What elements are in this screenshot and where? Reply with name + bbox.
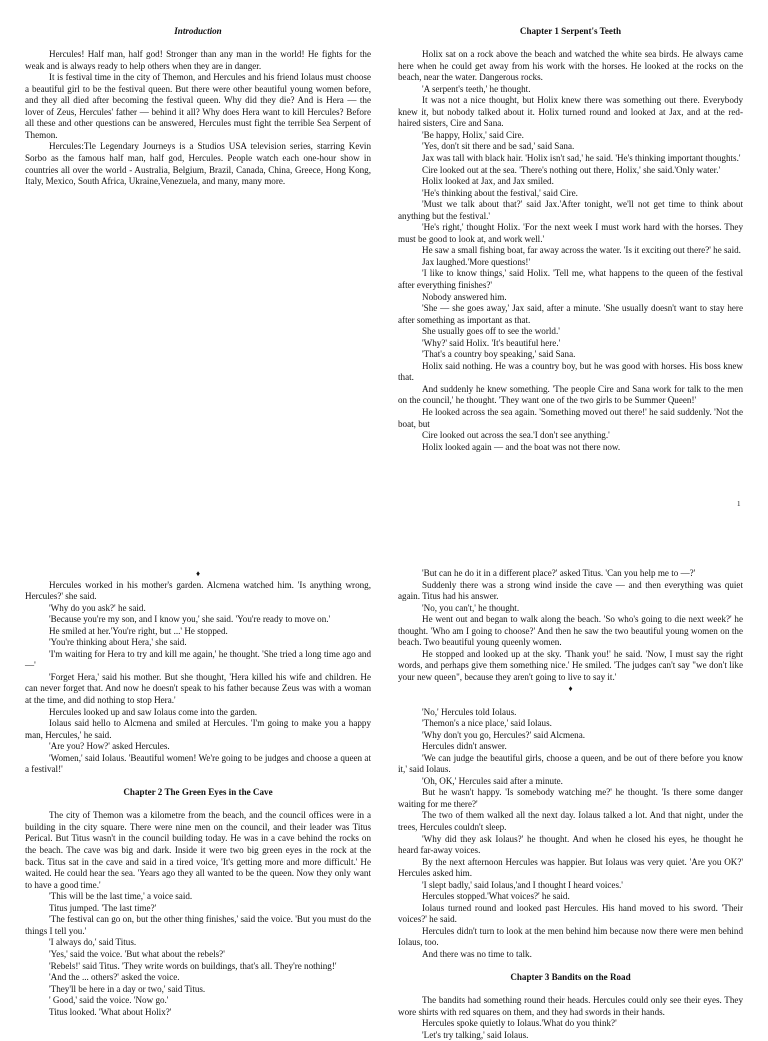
paragraph: Iolaus turned round and looked past Hercules. His hand moved to his sword. 'Their voices?' he said.	[398, 902, 743, 925]
paragraph: Holix looked at Jax, and Jax smiled.	[422, 176, 554, 187]
paragraph: 'A serpent's teeth,' he thought.	[422, 83, 531, 94]
paragraph: She usually goes off to see the world.'	[422, 326, 560, 337]
paragraph: Hercules stopped.'What voices?' he said.	[422, 891, 570, 902]
paragraph: 'Why?' said Holix. 'It's beautiful here.'	[422, 337, 561, 348]
paragraph: 'They'll be here in a day or two,' said Titus.	[49, 983, 206, 994]
introduction-title: Introduction	[174, 26, 222, 36]
chapter3-title: Chapter 3 Bandits on the Road	[510, 972, 631, 983]
paragraph: Holix said nothing. He was a country boy, but he was good with horses. His boss knew that.	[398, 360, 743, 383]
introduction-section	[25, 26, 371, 206]
paragraph: He saw a small fishing boat, far away across the water. 'Is it exciting out there?' he said.	[422, 245, 741, 256]
paragraph: He looked across the sea again. 'Something moved out there!' he said suddenly. 'Not the boat, but	[398, 407, 743, 429]
bottom-right-body-c	[398, 995, 743, 1041]
paragraph: 'No,' Hercules told Iolaus.	[422, 706, 517, 717]
section-separator: ♦	[568, 684, 573, 694]
paragraph: 'Rebels!' said Titus. 'They write words on buildings, that's all. They're nothing!'	[49, 960, 337, 971]
paragraph: 'Be happy, Holix,' said Cire.	[422, 129, 524, 140]
paragraph: Titus looked. 'What about Holix?'	[49, 1006, 172, 1017]
paragraph: Iolaus said hello to Alcmena and smiled at Hercules. 'I'm going to make you a happy man, Hercules,' he said.	[25, 718, 371, 740]
paragraph: The bandits had something round their heads. Hercules could only see their eyes. They wore shirts with red squares on them, and they had swords in their hands.	[398, 995, 743, 1017]
paragraph: The two of them walked all the next day. Iolaus talked a lot. And that night, under the trees, Hercules couldn't sleep.	[398, 810, 743, 832]
paragraph: 'Why did they ask Iolaus?' he thought. And when he closed his eyes, he thought he heard far-away voices.	[398, 833, 743, 856]
paragraph: 'Women,' said Iolaus. 'Beautiful women! We're going to be judges and choose a queen at a festival!'	[25, 752, 371, 775]
paragraph: 'Forget Hera,' said his mother. But she thought, 'Hera killed his wife and children. He can never forget that. And now he doesn't speak to his father because Zeus was with a woman at the time, and did nothing to stop Hera.'	[25, 671, 371, 706]
paragraph: 'We can judge the beautiful girls, choose a queen, and be out of there before you know it,' said Iolaus.	[398, 752, 743, 775]
chapter2-title: Chapter 2 The Green Eyes in the Cave	[123, 787, 273, 798]
paragraph: And there was no time to talk.	[422, 949, 532, 959]
paragraph: 'Yes,' said the voice. 'But what about the rebels?'	[49, 948, 225, 959]
paragraph: 'Yes, don't sit there and be sad,' said Sana.	[422, 141, 575, 152]
paragraph: 'That's a country boy speaking,' said Sana.	[422, 349, 576, 360]
paragraph: 'Themon's a nice place,' said Iolaus.	[422, 718, 552, 729]
paragraph: He smiled at her.'You're right, but ...' He stopped.	[49, 625, 228, 636]
page-number: 1	[737, 500, 741, 508]
paragraph: 'You're thinking about Hera,' she said.	[49, 637, 187, 648]
paragraph: 'She — she goes away,' Jax said, after a minute. 'She usually doesn't want to stay here after something as important as that.	[398, 303, 743, 325]
paragraph: But he wasn't happy. 'Is somebody watching me?' he thought. 'Is there some danger waiting for me there?'	[398, 787, 743, 809]
bottom-left-body-a	[25, 580, 371, 776]
paragraph: Hercules didn't turn to look at the men behind him because now there were men behind Iolaus, too.	[398, 925, 743, 948]
paragraph: 'I'm waiting for Hera to try and kill me again,' he thought. 'She tried a long time ago and —'	[25, 648, 371, 671]
paragraph: It is festival time in the city of Themon, and Hercules and his friend Iolaus must choose a beautiful girl to be the festival queen. But there were other beautiful young women before, and they all died after becoming the festival queen. Why did they die? And is Hera — the lover of Zeus, Hercules' father — behind it all? Why does Hera want to kill Hercules? Before all these and other questions can be answered, Hercules must fight the terrible Sea Serpent of Themon.	[25, 72, 371, 140]
paragraph: 'Let's try talking,' said Iolaus.	[422, 1029, 529, 1040]
paragraph: Cire looked out at the sea. 'There's nothing out there, Holix,' she said.'Only water.'	[422, 164, 721, 175]
paragraph: 'Are you? How?' asked Hercules.	[49, 741, 170, 752]
paragraph: Suddenly there was a strong wind inside the cave — and then everything was quiet again. Titus had his answer.	[398, 579, 743, 602]
paragraph: 'But can he do it in a different place?' asked Titus. 'Can you help me to —?'	[422, 568, 696, 578]
paragraph: Hercules:Tle Legendary Journeys is a Studios USA television series, starring Kevin Sorbo as the famous half man, half god, Hercules. People watch each one-hour show in countries all over the world - Australia, Belgium, Brazil, Canada, China, Greece, Hong Kong, Italy, Mexico, South Africa, Ukraine,Venezuela, and many, many more.	[25, 141, 371, 187]
paragraph: It was not a nice thought, but Holix knew there was something out there. Everybody knew it, but nobody talked about it. Holix turned round and looked at Jax, and at the red-haired sisters, Cire and Sana.	[398, 95, 743, 129]
paragraph: By the next afternoon Hercules was happier. But Iolaus was very quiet. 'Are you OK?' Hercules asked him.	[398, 856, 743, 879]
paragraph: Jax was tall with black hair. 'Holix isn't sad,' he said. 'He's thinking important thoughts.'	[422, 152, 741, 163]
paragraph: ' Good,' said the voice. 'Now go.'	[49, 995, 169, 1006]
paragraph: 'No, you can't,' he thought.	[422, 602, 520, 613]
paragraph: 'This will be the last time,' a voice said.	[49, 891, 193, 902]
paragraph: 'He's right,' thought Holix. 'For the next week I must work hard with the horses. They must be good to look at, and work well.'	[398, 222, 743, 244]
paragraph: Nobody answered him.	[422, 291, 507, 302]
bottom-left-body-b	[25, 810, 371, 1018]
paragraph: Holix looked again — and the boat was not there now.	[422, 441, 621, 452]
paragraph: 'I like to know things,' said Holix. 'Tell me, what happens to the queen of the festival after everything finishes?'	[398, 268, 743, 290]
chapter1-body	[398, 49, 743, 453]
bottom-right-body-b	[398, 707, 743, 961]
paragraph: The city of Themon was a kilometre from the beach, and the council offices were in a building in the city square. There were nine men on the council, and their leader was Titus Perical. But Titus wasn't in the council building today. He was in a cave behind the rocks on the beach. The cave was big and dark. Inside it were two big green eyes in the rock at the back. Titus sat in the cave and said in a tired voice, 'It's getting more and more difficult.' He waited. He could hear the sea. 'Years ago they all wanted to be the queen. Now they only want to have a good time.'	[25, 810, 371, 890]
paragraph: Cire looked out across the sea.'I don't see anything.'	[422, 430, 610, 441]
paragraph: 'Must we talk about that?' said Jax.'After tonight, we'll not get time to think about anything but the festival.'	[398, 199, 743, 221]
paragraph: Hercules worked in his mother's garden. Alcmena watched him. 'Is anything wrong, Hercules?' she said.	[25, 579, 371, 602]
paragraph: Hercules spoke quietly to Iolaus.'What do you think?'	[422, 1018, 617, 1029]
paragraph: Titus jumped. 'The last time?'	[49, 902, 157, 913]
chapter1-section	[398, 26, 743, 504]
paragraph: 'Oh, OK,' Hercules said after a minute.	[422, 775, 563, 786]
paragraph: 'I always do,' said Titus.	[49, 937, 137, 948]
paragraph: 'I slept badly,' said Iolaus,'and I thought I heard voices.'	[422, 879, 623, 890]
bottom-right-section	[398, 568, 743, 1040]
paragraph: Hercules didn't answer.	[422, 741, 507, 752]
section-separator: ♦	[195, 569, 201, 578]
paragraph: Holix sat on a rock above the beach and watched the white sea birds. He always came here when he could get away from his work with the horses. He looked at the rocks on the beach, near the water. Dangerous rocks.	[398, 49, 743, 83]
paragraph: 'Why don't you go, Hercules?' said Alcmena.	[422, 729, 586, 740]
paragraph: And suddenly he knew something. 'The people Cire and Sana work for talk to the men on the council,' he thought. 'They want one of the two girls to be Summer Queen!'	[398, 383, 743, 406]
paragraph: Hercules! Half man, half god! Stronger than any man in the world! He fights for the weak and is always ready to help others when they are in danger.	[25, 49, 371, 71]
paragraph: 'Because you're my son, and I know you,' she said. 'You're ready to move on.'	[49, 614, 331, 625]
paragraph: Jax laughed.'More questions!'	[422, 256, 531, 267]
paragraph: 'He's thinking about the festival,' said Cire.	[422, 187, 578, 198]
paragraph: He went out and began to walk along the beach. 'So who's going to die next week?' he thought. 'Who am I going to choose?' And then he saw the two beautiful young women on the beach. Two beautiful young queenly women.	[398, 614, 743, 648]
paragraph: Hercules looked up and saw Iolaus come into the garden.	[49, 706, 258, 717]
paragraph: 'The festival can go on, but the other thing finishes,' said the voice. 'But you must do the things I tell you.'	[25, 914, 371, 936]
chapter1-title: Chapter 1 Serpent's Teeth	[519, 26, 622, 36]
paragraph: He stopped and looked up at the sky. 'Thank you!' he said. 'Now, I must say the right words, and perhaps give them something nice.' He smiled. 'The judges can't say "we don't like your new queen", because they aren't going to live to say it.'	[398, 648, 743, 682]
bottom-left-section	[25, 568, 371, 1024]
paragraph: 'Why do you ask?' he said.	[49, 602, 146, 613]
paragraph: 'And the ... others?' asked the voice.	[49, 972, 180, 983]
bottom-right-body-a	[398, 568, 743, 683]
